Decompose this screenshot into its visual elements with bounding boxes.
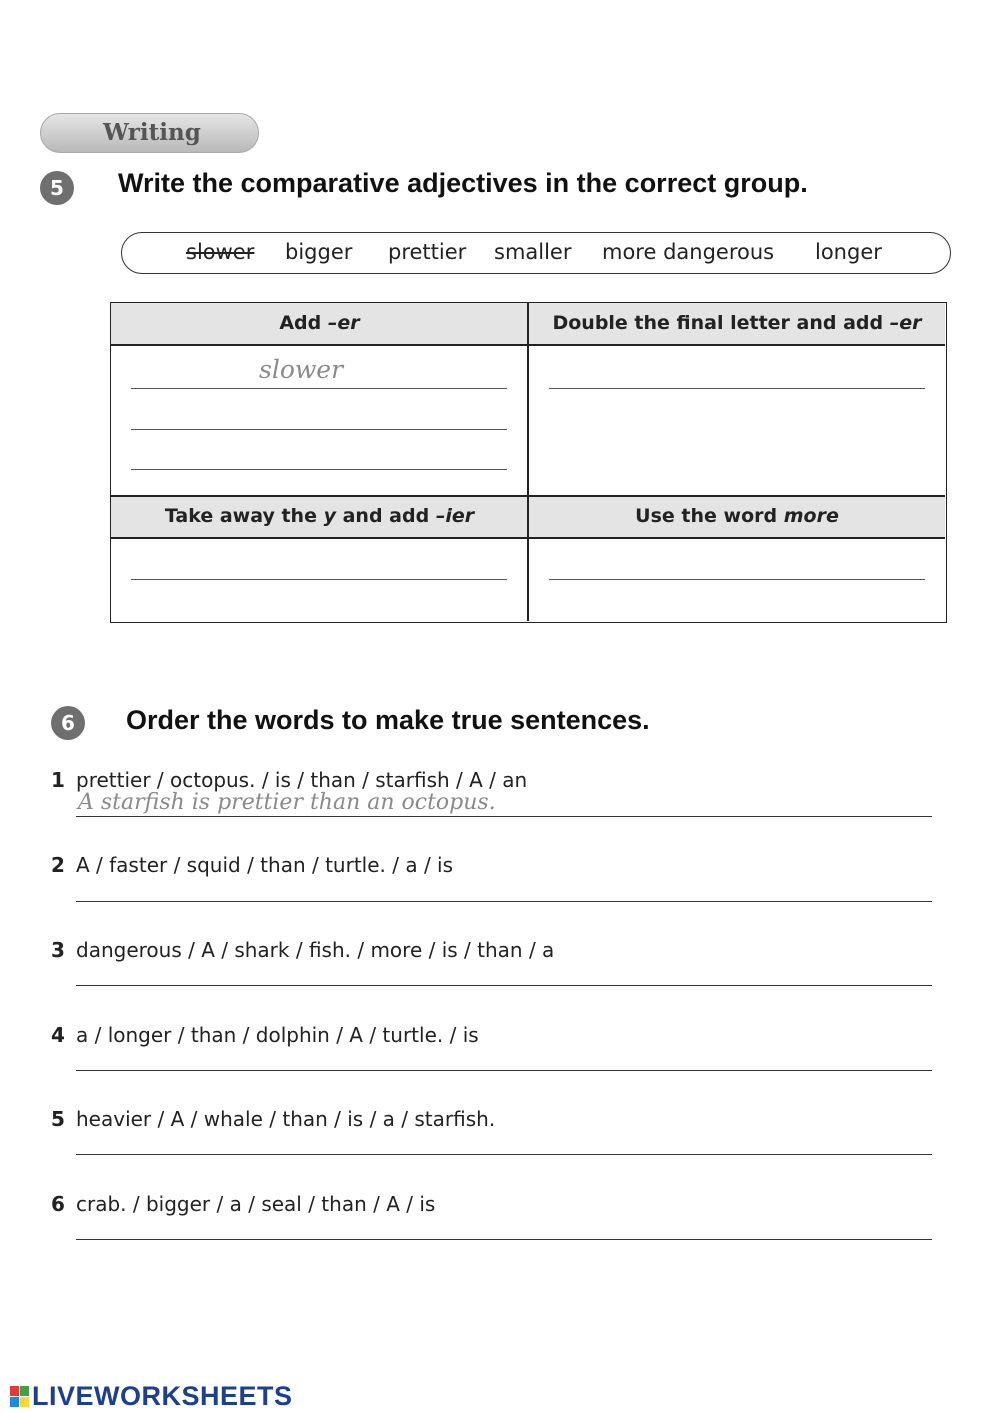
exercise-5-number: 5	[40, 171, 74, 205]
word-bank	[121, 232, 951, 274]
item-words: prettier / octopus. / is / than / starfish / A / an	[76, 768, 528, 792]
exercise-5-instruction: Write the comparative adjectives in the correct group.	[118, 168, 808, 198]
exercise-6-instruction: Order the words to make true sentences.	[126, 705, 650, 735]
answer-line[interactable]	[549, 388, 925, 389]
answer-line[interactable]	[131, 579, 507, 580]
item-number: 5	[51, 1107, 65, 1131]
item-number: 6	[51, 1192, 65, 1216]
section-label-pill	[40, 113, 259, 153]
table-divider	[527, 303, 529, 621]
answer-line[interactable]	[76, 1070, 932, 1071]
word-bank-item: slower	[186, 240, 255, 264]
item-words: heavier / A / whale / than / is / a / starfish.	[76, 1107, 496, 1131]
answer-line[interactable]	[549, 579, 925, 580]
table-divider	[111, 537, 945, 539]
word-bank-item: prettier	[388, 240, 467, 264]
item-words: a / longer / than / dolphin / A / turtle. / is	[76, 1023, 479, 1047]
table-divider	[111, 495, 945, 497]
item-number: 1	[51, 768, 65, 792]
answer-line[interactable]	[76, 1239, 932, 1240]
example-answer: slower	[259, 355, 344, 384]
table-header-take-away-y: Take away the y and add –ier	[111, 496, 528, 537]
table-divider	[111, 344, 945, 346]
item-number: 4	[51, 1023, 65, 1047]
answer-line[interactable]	[131, 388, 507, 389]
table-header-use-more: Use the word more	[529, 496, 945, 537]
exercise-6-number: 6	[51, 706, 85, 740]
word-bank-item: smaller	[494, 240, 572, 264]
answer-line[interactable]	[76, 816, 932, 817]
answer-line[interactable]	[76, 985, 932, 986]
footer-brand	[10, 1381, 293, 1412]
footer-brand-text: LIVEWORKSHEETS	[32, 1381, 293, 1411]
liveworksheets-logo-icon	[10, 1386, 30, 1408]
answer-line[interactable]	[76, 1154, 932, 1155]
word-bank-item: bigger	[285, 240, 353, 264]
answer-line[interactable]	[131, 429, 507, 430]
item-words: A / faster / squid / than / turtle. / a / is	[76, 853, 454, 877]
table-header-double-letter: Double the final letter and add –er	[529, 303, 945, 344]
item-number: 2	[51, 853, 65, 877]
answer-line[interactable]	[76, 901, 932, 902]
example-sentence-answer: A starfish is prettier than an octopus.	[78, 790, 496, 815]
answer-line[interactable]	[131, 469, 507, 470]
grouping-table	[110, 302, 947, 623]
table-header-add-er: Add –er	[111, 303, 528, 344]
item-words: crab. / bigger / a / seal / than / A / is	[76, 1192, 436, 1216]
word-bank-item: more dangerous	[602, 240, 775, 264]
item-words: dangerous / A / shark / fish. / more / is / than / a	[76, 938, 555, 962]
section-label: Writing	[103, 119, 201, 146]
word-bank-item: longer	[815, 240, 882, 264]
item-number: 3	[51, 938, 65, 962]
